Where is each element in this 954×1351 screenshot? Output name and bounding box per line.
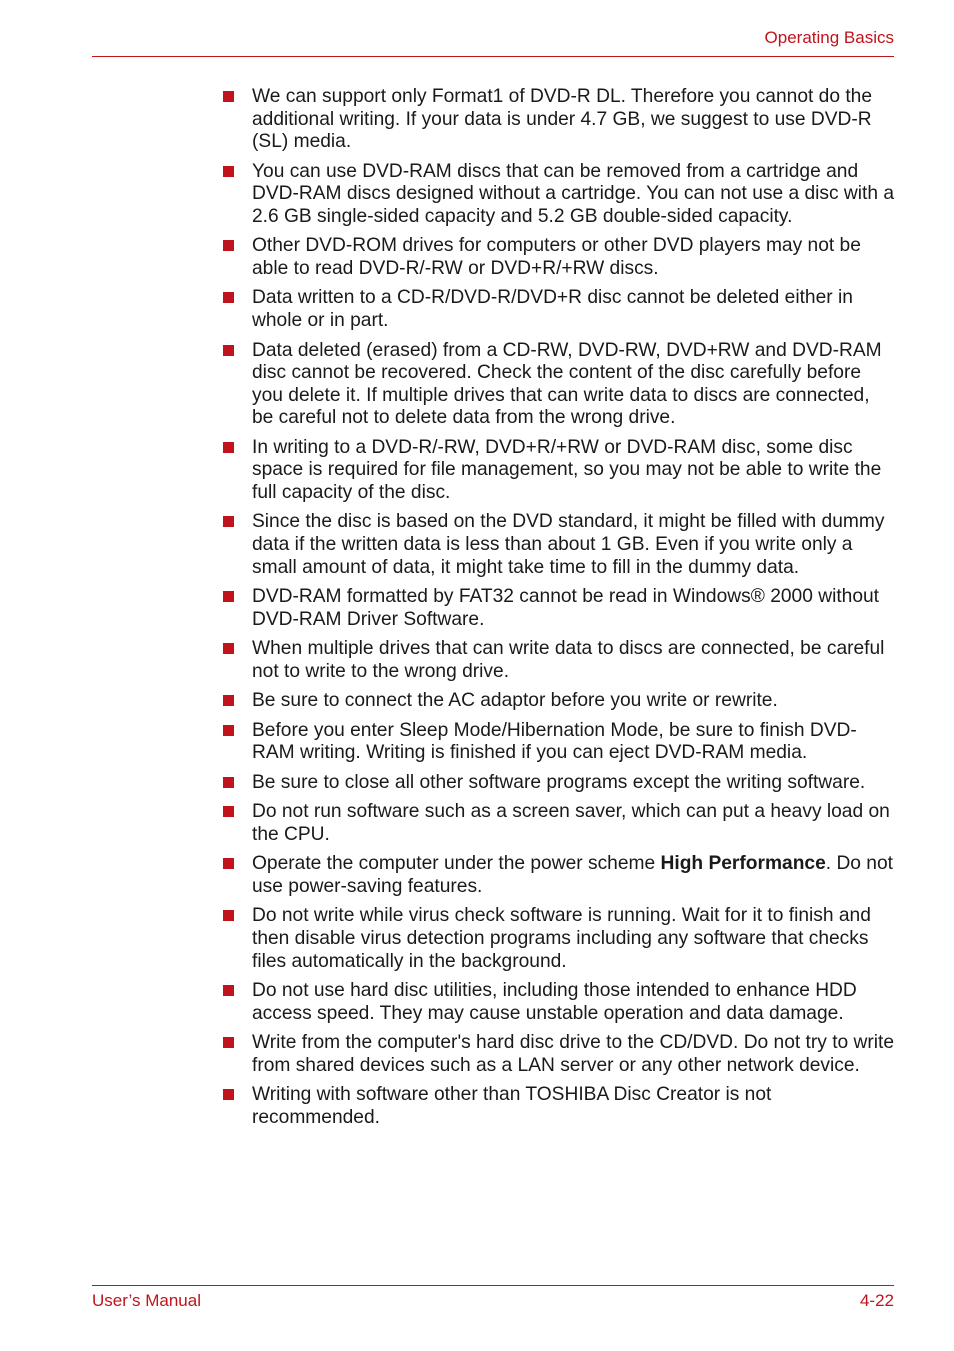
square-bullet-icon	[223, 292, 234, 303]
list-item-text: Be sure to close all other software programs except the writing software.	[252, 771, 866, 793]
list-item	[222, 720, 896, 765]
list-item	[222, 980, 896, 1025]
list-item-text: DVD-RAM formatted by FAT32 cannot be read in Windows® 2000 without DVD-RAM Driver Software.	[252, 586, 880, 630]
list-item-text: Data written to a CD-R/DVD-R/DVD+R disc cannot be deleted either in whole or in part.	[252, 287, 853, 332]
list-item-text: Other DVD-ROM drives for computers or other DVD players may not be able to read DVD-R/-RW or DVD+R/+RW discs.	[252, 235, 861, 279]
footer-divider	[92, 1285, 894, 1286]
header-divider	[92, 56, 894, 57]
power-scheme-name: High Performance	[660, 853, 826, 875]
list-item	[222, 1084, 896, 1129]
list-item	[222, 853, 896, 898]
list-item-text-prefix: Operate the computer under the power scheme	[252, 853, 661, 875]
list-item	[222, 86, 896, 154]
list-item-text: Be sure to connect the AC adaptor before you write or rewrite.	[252, 690, 778, 712]
list-item-text: Write from the computer's hard disc drive to the CD/DVD. Do not try to write from shared devices such as a LAN server or any other network device.	[252, 1032, 895, 1076]
square-bullet-icon	[223, 345, 234, 356]
square-bullet-icon	[223, 1089, 234, 1100]
list-item	[222, 690, 896, 713]
square-bullet-icon	[223, 240, 234, 251]
list-item-text: Data deleted (erased) from a CD-RW, DVD-RW, DVD+RW and DVD-RAM disc cannot be recovered. Check the content of the disc carefully before you delete it. If multiple drives that can write data to discs are connected, be careful not to delete data from the wrong drive.	[252, 339, 882, 429]
square-bullet-icon	[223, 591, 234, 602]
square-bullet-icon	[223, 858, 234, 869]
list-item	[222, 287, 896, 332]
list-item	[222, 586, 896, 631]
list-item	[222, 772, 896, 795]
list-item	[222, 161, 896, 229]
list-item-text: When multiple drives that can write data to discs are connected, be careful not to write to the wrong drive.	[252, 638, 885, 682]
list-item-text-suffix: . Do not use power-saving features.	[252, 853, 893, 897]
list-item	[222, 437, 896, 505]
list-item-text: Do not write while virus check software is running. Wait for it to finish and then disable virus detection programs including any software that checks files automatically in the background.	[252, 905, 871, 972]
list-item-text: We can support only Format1 of DVD-R DL. Therefore you cannot do the additional writing. If your data is under 4.7 GB, we suggest to use DVD-R (SL) media.	[252, 86, 872, 153]
square-bullet-icon	[223, 725, 234, 736]
list-item-text: Do not use hard disc utilities, including those intended to enhance HDD access speed. They may cause unstable operation and data damage.	[252, 980, 857, 1024]
list-item	[222, 511, 896, 579]
square-bullet-icon	[223, 516, 234, 527]
list-item	[222, 801, 896, 846]
bullet-list	[222, 86, 896, 1136]
square-bullet-icon	[223, 806, 234, 817]
list-item	[222, 905, 896, 973]
list-item	[222, 1032, 896, 1077]
list-item-text: Before you enter Sleep Mode/Hibernation Mode, be sure to finish DVD-RAM writing. Writing is finished if you can eject DVD-RAM media.	[252, 719, 857, 764]
list-item	[222, 340, 896, 430]
square-bullet-icon	[223, 1037, 234, 1048]
square-bullet-icon	[223, 643, 234, 654]
section-title: Operating Basics	[764, 28, 894, 47]
square-bullet-icon	[223, 166, 234, 177]
square-bullet-icon	[223, 910, 234, 921]
list-item-text: Do not run software such as a screen saver, which can put a heavy load on the CPU.	[252, 801, 890, 845]
square-bullet-icon	[223, 985, 234, 996]
list-item-text: Since the disc is based on the DVD standard, it might be filled with dummy data if the written data is less than about 1 GB. Even if you write only a small amount of data, it might take time to fill in the dummy data.	[252, 511, 885, 578]
square-bullet-icon	[223, 777, 234, 788]
square-bullet-icon	[223, 91, 234, 102]
list-item	[222, 235, 896, 280]
list-item-text: Writing with software other than TOSHIBA Disc Creator is not recommended.	[252, 1084, 772, 1128]
square-bullet-icon	[223, 442, 234, 453]
list-item-text: In writing to a DVD-R/-RW, DVD+R/+RW or DVD-RAM disc, some disc space is required for file management, so you may not be able to write the full capacity of the disc.	[252, 436, 882, 503]
list-item	[222, 638, 896, 683]
square-bullet-icon	[223, 695, 234, 706]
manual-title: User’s Manual	[92, 1291, 201, 1310]
list-item-text: You can use DVD-RAM discs that can be removed from a cartridge and DVD-RAM discs designed without a cartridge. You can not use a disc with a 2.6 GB single-sided capacity and 5.2 GB double-sided capacity.	[252, 160, 895, 227]
page-number: 4-22	[859, 1291, 894, 1310]
